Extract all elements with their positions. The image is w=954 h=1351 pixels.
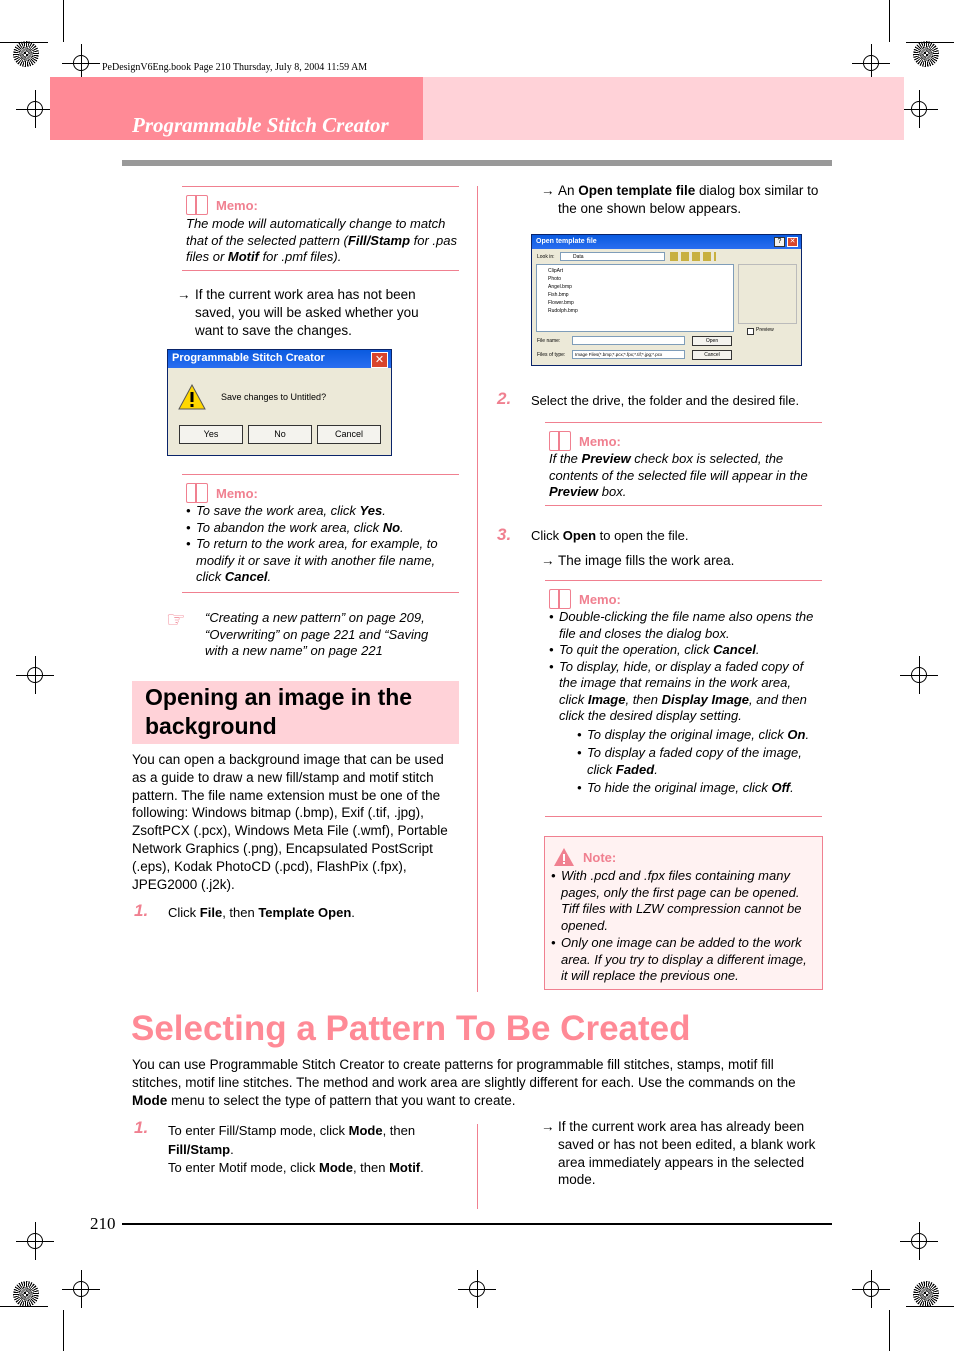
- cancel-button[interactable]: Cancel: [692, 350, 732, 360]
- dialog-title: Programmable Stitch Creator: [168, 350, 391, 368]
- memo-text: The mode will automatically change to match that of the selected pattern (Fill/Stamp for .pas files or Motif for .pmf files).: [186, 216, 457, 264]
- list-item[interactable]: Flower.bmp: [548, 300, 574, 306]
- crosshair-icon: [24, 664, 46, 686]
- dialog-message: Save changes to Untitled?: [221, 392, 327, 402]
- chapter-band-light: [423, 77, 904, 140]
- registration-rosette: [13, 1281, 39, 1307]
- list-item[interactable]: ClipArt: [548, 268, 564, 274]
- crosshair-icon: [860, 52, 882, 74]
- list-item: • Double-clicking the file name also opens the file and closes the dialog box.: [549, 609, 817, 642]
- reference-text: “Creating a new pattern” on page 209, “Overwriting” on page 221 and “Saving with a new name” on page 221: [205, 610, 429, 658]
- note-list: [551, 868, 815, 985]
- file-name-input[interactable]: [572, 336, 685, 345]
- step-text: Select the drive, the folder and the desired file.: [531, 393, 800, 408]
- save-changes-dialog: [167, 349, 392, 456]
- yes-button[interactable]: Yes: [179, 425, 243, 444]
- crop-mark: [889, 0, 890, 42]
- result-text: → An Open template file dialog box similar to the one shown below appears.: [541, 183, 819, 216]
- close-button[interactable]: ✕: [787, 237, 798, 247]
- note-label: Note:: [583, 849, 617, 865]
- list-item: • To display a faded copy of the image, click Faded.: [577, 745, 817, 778]
- list-item: • To save the work area, click Yes.: [186, 503, 454, 520]
- memo-text: If the Preview check box is selected, the contents of the selected file will appear in the Preview box.: [549, 451, 808, 499]
- memo-box: [182, 186, 459, 271]
- step-number: 2.: [497, 389, 512, 408]
- file-list[interactable]: [536, 264, 734, 332]
- list-item[interactable]: Rudolph.bmp: [548, 308, 578, 314]
- crosshair-icon: [70, 1278, 92, 1300]
- open-template-dialog: [531, 234, 802, 366]
- list-item: • To display the original image, click On.: [577, 727, 817, 744]
- section-body: You can open a background image that can be used as a guide to draw a new fill/stamp and motif stitch pattern. The file name extension must be one of the following: Windows bitmap (.bmp), Exif (.tif, .jpg), ZsoftPCX (.pcx), Windows Meta File (.wmf), Portable Network Graphics (.png), Encapsulated PostScript (.eps), Kodak PhotoCD (.pcd), FlashPix (.fpx), JPEG2000 (.j2k).: [132, 752, 448, 892]
- crosshair-icon: [24, 98, 46, 120]
- step-text: Click Open to open the file.: [531, 528, 689, 543]
- result-text: → If the current work area has not been saved, you will be asked whether you want to save the changes.: [177, 287, 419, 338]
- crosshair-icon: [908, 664, 930, 686]
- registration-rosette: [913, 1281, 939, 1307]
- page-number: 210: [90, 1214, 116, 1233]
- alert-icon: [553, 847, 575, 867]
- memo-box: [182, 474, 459, 593]
- list-item[interactable]: Angel.bmp: [548, 284, 572, 290]
- list-item[interactable]: Photo: [548, 276, 562, 282]
- crosshair-icon: [860, 1278, 882, 1300]
- section-heading: Opening an image in the background: [145, 684, 413, 739]
- crosshair-icon: [908, 1230, 930, 1252]
- crosshair-icon: [24, 1230, 46, 1252]
- book-icon: [186, 483, 208, 503]
- memo-label: Memo:: [216, 197, 258, 213]
- crop-mark: [0, 42, 48, 43]
- list-item: • To display, hide, or display a faded copy of the image that remains in the work area, click Image, then Display Image, and then click the desired display setting. • To display the original image, click On. • To display a faded copy of the image, click Faded. • To hide the original image, click Off.: [549, 659, 817, 797]
- memo-label: Memo:: [579, 591, 621, 607]
- registration-rosette: [913, 41, 939, 67]
- step-number: 1.: [134, 1118, 149, 1137]
- crosshair-icon: [466, 1278, 488, 1300]
- step-text: To enter Fill/Stamp mode, click Mode, then Fill/Stamp. To enter Motif mode, click Mode, then Motif.: [168, 1123, 424, 1175]
- dialog-title: Open template file: [532, 235, 801, 249]
- intro-text: You can use Programmable Stitch Creator to create patterns for programmable fill stitches, stamps, motif fill stitches, motif line stitches. The method and work area are slightly different for each. Use the commands on the Mode menu to select the type of pattern that you want to create.: [132, 1057, 796, 1108]
- crop-mark: [63, 0, 64, 42]
- crosshair-icon: [908, 98, 930, 120]
- list-item: • To hide the original image, click Off.: [577, 780, 817, 797]
- close-button[interactable]: ✕: [371, 352, 388, 368]
- step-text: Click File, then Template Open.: [168, 905, 355, 920]
- preview-checkbox[interactable]: [747, 328, 754, 335]
- crop-mark: [0, 1306, 48, 1307]
- list-item: • To abandon the work area, click No.: [186, 520, 454, 537]
- toolbar-icons[interactable]: [670, 252, 716, 261]
- chapter-title: Programmable Stitch Creator: [132, 113, 389, 137]
- crop-mark: [906, 42, 954, 43]
- header-rule: [122, 160, 832, 166]
- result-text: → The image fills the work area.: [541, 553, 735, 568]
- memo-list: [186, 503, 454, 586]
- memo-label: Memo:: [216, 485, 258, 501]
- book-icon: [186, 195, 208, 215]
- open-button[interactable]: Open: [692, 336, 732, 346]
- crop-mark: [889, 1310, 890, 1351]
- file-type-label: Files of type:: [537, 352, 566, 358]
- file-type-select[interactable]: Image Files(*.bmp;*.pcx;*.fpx;*.tif;*.jpg;*.pcx: [572, 350, 685, 359]
- page-title: Selecting a Pattern To Be Created: [131, 1009, 691, 1048]
- print-header: PeDesignV6Eng.book Page 210 Thursday, July 8, 2004 11:59 AM: [102, 62, 368, 73]
- book-icon: [549, 431, 571, 451]
- list-item: • To quit the operation, click Cancel.: [549, 642, 817, 659]
- preview-label: Preview: [756, 327, 774, 333]
- book-icon: [549, 589, 571, 609]
- column-divider: [477, 186, 478, 992]
- file-name-label: File name:: [537, 338, 561, 344]
- cancel-button[interactable]: Cancel: [317, 425, 381, 444]
- reference-hand-icon: ☞: [166, 607, 186, 632]
- crosshair-icon: [70, 52, 92, 74]
- look-in-select[interactable]: Data: [560, 252, 665, 261]
- step-number: 3.: [497, 525, 512, 544]
- registration-rosette: [13, 41, 39, 67]
- crop-mark: [63, 1310, 64, 1351]
- help-button[interactable]: ?: [774, 237, 785, 247]
- note-box: [544, 836, 823, 990]
- memo-label: Memo:: [579, 433, 621, 449]
- column-divider: [477, 1124, 478, 1209]
- result-text: → If the current work area has already been saved or has not been edited, a blank work area immediately appears in the selected mode.: [541, 1119, 816, 1188]
- preview-area: [738, 264, 797, 324]
- look-in-label: Look in:: [537, 254, 555, 260]
- no-button[interactable]: No: [248, 425, 312, 444]
- memo-box: [545, 422, 822, 506]
- memo-list: [549, 609, 817, 797]
- warning-icon: [178, 384, 206, 410]
- memo-box: [545, 580, 822, 817]
- list-item: • Only one image can be added to the work area. If you try to display a different image, it will replace the previous one.: [551, 935, 815, 985]
- list-item: • To return to the work area, for example, to modify it or save it with another file name, click Cancel.: [186, 536, 454, 586]
- crop-mark: [906, 1306, 954, 1307]
- step-number: 1.: [134, 901, 149, 920]
- list-item: • With .pcd and .fpx files containing many pages, only the first page can be opened. Tiff files with LZW compression cannot be opened.: [551, 868, 815, 934]
- list-item[interactable]: Fish.bmp: [548, 292, 569, 298]
- footer-rule: [122, 1223, 832, 1225]
